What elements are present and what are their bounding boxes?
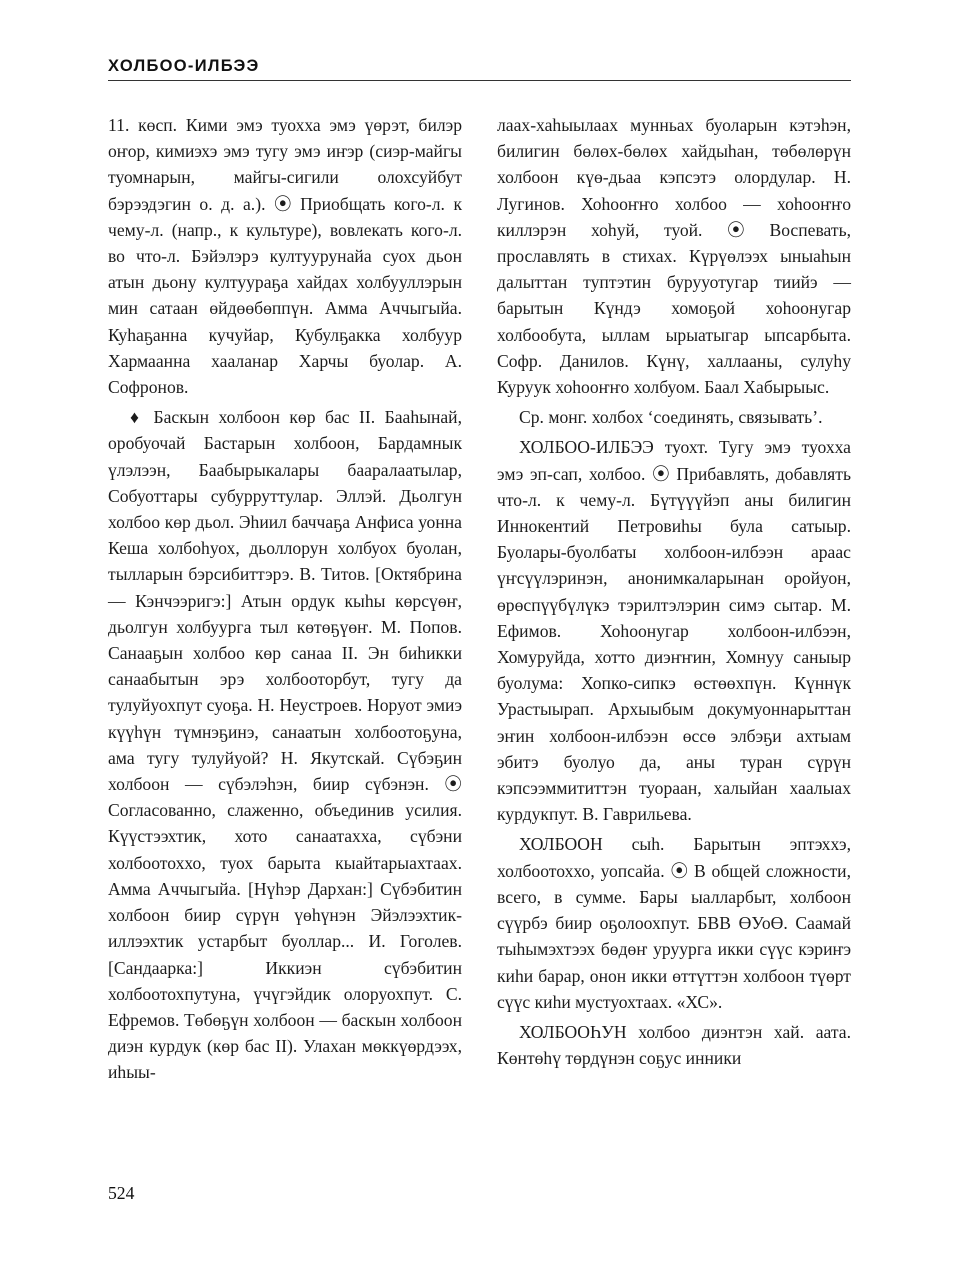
- entry-paragraph: ♦ Баскын холбоон көр бас II. Баaһынай, оробуочай Бастарын холбоон, Бардамнык үлэлээн, Баабырыкалары бааралаатылар, Собуоттары субурруттулар. Эллэй. Дьолгун холбоо көр дьол. Эһиил баччаҕа Анфиса уонна Кеша холбоһуох, дьоллорун холбуох буолан, тылларын бэрсибиттэрэ. В. Титов. [Октябрина — Кэнчээригэ:] Атын ордук кыһы көрсүөҥ, дьолгун холбуурга тыл көтөҕүөҥ. М. Попов. Санааҕын холбоо көр санаа II. Эн биһикки санаабытын эрэ холбооторбут, тугу да тулуйуохпут суоҕа. Н. Неустроев. Норуот эмиэ күүһүн түмнэҕинэ, санаатын холбоотоҕуна, ама тугу тулуйуой? Н. Якутскай. Сүбэҕин холбоон — сүбэлэһэн, биир сүбэнэн. ⦿ Согласованно, слаженно, объединив усилия. Күүстээхтик, хото санаатахха, сүбэни холбоотоххо, туох барыта кыайтарыахтаах. Амма Аччыгыйа. [Нүһэр Дархан:] Сүбэбитин холбоон биир сүрүн үөһүнэн Эйэлээхтик-иллээхтик устарбыт буоллар... И. Гоголев. [Сандаарка:] Иккиэн сүбэбитин холбоотохпутуна, үчүгэйдик олоруохпут. С. Ефремов. Төбөҕүн холбоон — баскын холбоон диэн курдук (көр бас II). Улахан мөккүөрдээх, иһыы-: [108, 407, 462, 1083]
- etymology-paragraph: Ср. монг. холбох ‘соединять, связывать’.: [519, 407, 823, 428]
- entry-holboon: ХОЛБООН сыһ. Барытын эптэххэ, холбоотоххо, уопсайа. ⦿ В общей сложности, всего, в сумме. Бары ыалларбыт, холбоон сүүрбэ биир оҕолоохпут. БВВ ӨУоӨ. Саамай тыһымэхтээх бөдөҥ уруурга икки сүүс кэриҥэ киһи барар, онон икки өттүттэн холбоон түөрт сүүс киһи мустуохтаах. «ХС».: [497, 834, 851, 1012]
- right-column: [497, 112, 851, 1075]
- running-head: ХОЛБОО-ИЛБЭЭ: [108, 57, 260, 75]
- left-column: [108, 112, 462, 1090]
- page-number: 524: [108, 1183, 135, 1203]
- entry-holboo-ilbee: ХОЛБОО-ИЛБЭЭ туохт. Тугу эмэ туохха эмэ эп-сап, холбоо. ⦿ Прибавлять, добавлять что-л. к чему-л. Бүтүүүйэп аны билигин Иннокентий Петровиһы була сатыыр. Буолары-буолбаты холбоон-илбээн араас үҥсүүлэринэн, анонимкаларынан оройуон, өрөспүүбүлүкэ тэрилтэлэрин симэ сытар. М. Ефимов. Хоһоонугар холбоон-илбээн, Хомуруйда, хотто диэҥҥин, Хомнуу саныыр буолума: Хопко-сипкэ өстөөхпүн. Күннүк Урастыырап. Архыыбым докумуоннарыттан эҥин холбоон-илбээн өссө элбэҕи ахтыам эбитэ буолуо да, аны туран сүрүн кэпсээммититтэн туораан, халыйан хаалыах курдукпут. В. Гаврильева.: [497, 437, 851, 825]
- header-rule: [108, 80, 851, 81]
- entry-paragraph: лаах-хаһыылаах мунньах буоларын кэтэһэн, билигин бөлөх-бөлөх хайдыһан, төбөлөрүн холбоон күө-дьаа кэпсэтэ олордулар. Н. Лугинов. Хоһооҥҥо холбоо — хоһооҥҥо киллэрэн хоһуй, туой. ⦿ Воспевать, прославлять в стихах. Күрүөлээх ыныаһын далыттан туптэтин бурууотугар тиийэ — барытын Күндэ хомоҕой хоһоонугар холбообута, ыллам ырыатыгар ыпсарбыта. Софр. Данилов. Күнү, халлааны, сулуһу Куруук хоһооҥҥо холбуом. Баал Хабырыыс.: [497, 115, 851, 398]
- entry-holboohun: ХОЛБООҺУН холбоо диэнтэн хай. аата. Көнтөһү төрдүнэн соҕус инники: [497, 1021, 851, 1069]
- entry-paragraph: 11. көсп. Кими эмэ туохха эмэ үөрэт, билэр оҥор, кимиэхэ эмэ тугу эмэ иҥэр (сиэр-майгы туомнарын, майгы-сигили олохсуйбут бэрээдэгин о. д. а.). ⦿ Приобщать кого-л. к чему-л. (напр., к культуре), вовлекать кого-л. во что-л. Бэйэлэрэ култуурунайа суох дьон атын дьону култуураҕа хайдах холбууллэрын мин сатаан өйдөөбөппүн. Амма Аччыгыйа. Куһаҕаннa кучуйар, Кубулҕакка холбуур Хармааннa хааланар Харчы буолар. А. Софронов.: [108, 115, 462, 398]
